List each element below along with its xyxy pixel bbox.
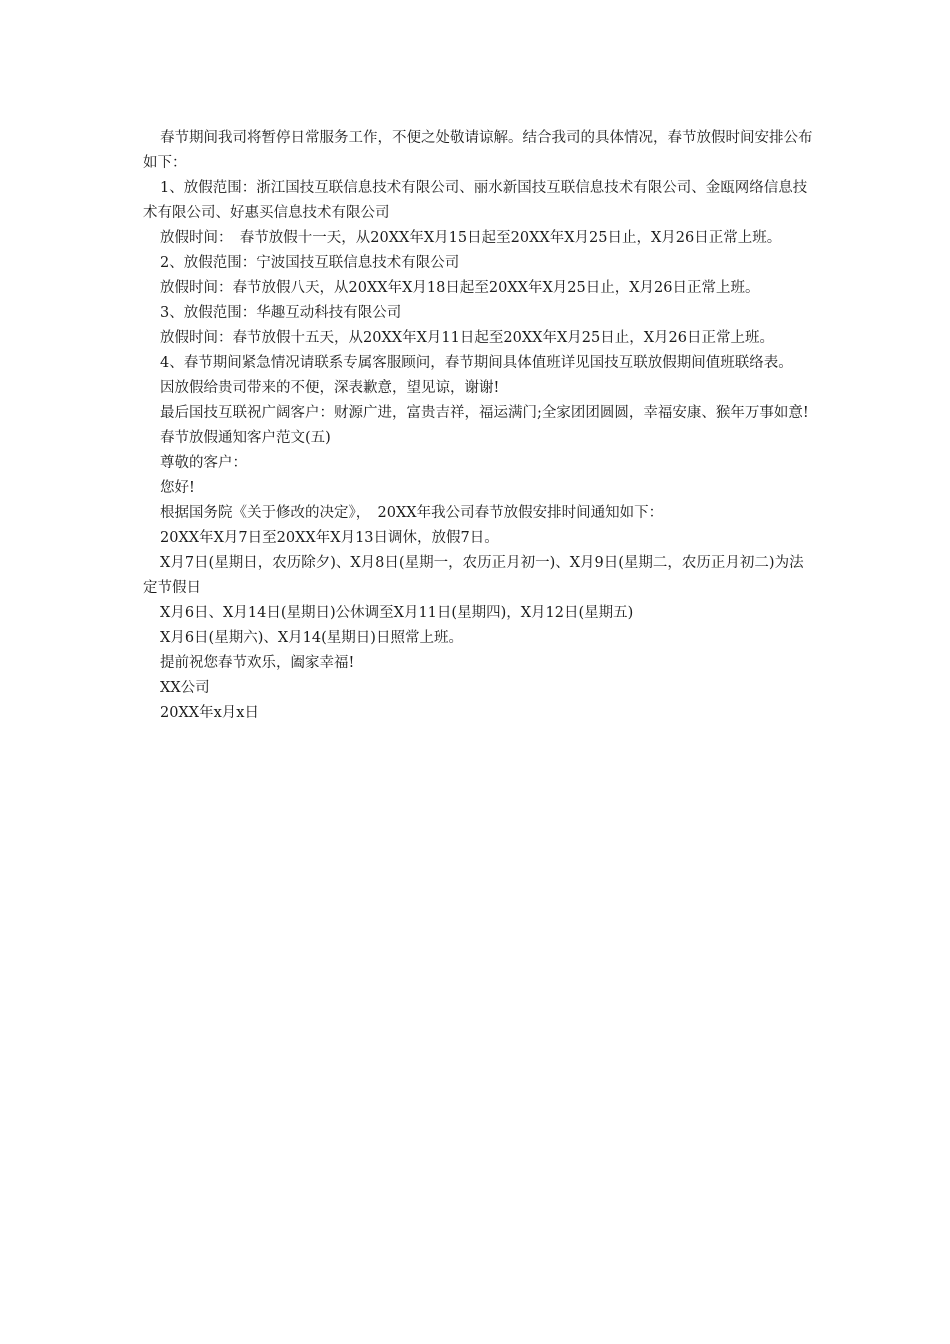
paragraph-workdays: X月6日(星期六)、X月14(星期日)日照常上班。 — [160, 630, 463, 646]
paragraph-scope-3: 3、放假范围：华趣互动科技有限公司 — [160, 305, 402, 321]
paragraph-emergency: 4、春节期间紧急情况请联系专属客服顾问，春节期间具体值班详见国技互联放假期间值班联络表。 — [160, 355, 793, 371]
paragraph-legal-holidays: X月7日(星期日，农历除夕)、X月8日(星期一，农历正月初一)、X月9日(星期二，农历正月初二)为法定节假日 — [143, 555, 804, 596]
paragraph-scope-1: 1、放假范围：浙江国技互联信息技术有限公司、丽水新国技互联信息技术有限公司、金瓯网络信息技术有限公司、好惠买信息技术有限公司 — [143, 180, 808, 221]
paragraph-wishes: 最后国技互联祝广阔客户：财源广进，富贵吉祥，福运满门;全家团团圆圆，幸福安康、猴年万事如意! — [160, 405, 809, 421]
section-title: 春节放假通知客户范文(五) — [160, 430, 331, 446]
paragraph-scope-2: 2、放假范围：宁波国技互联信息技术有限公司 — [160, 255, 460, 271]
paragraph-holiday-range: 20XX年X月7日至20XX年X月13日调休，放假7日。 — [160, 530, 499, 546]
paragraph-apology: 因放假给贵司带来的不便，深表歉意，望见谅，谢谢! — [160, 380, 500, 396]
paragraph-time-1: 放假时间： 春节放假十一天，从20XX年X月15日起至20XX年X月25日止，X月26日正常上班。 — [160, 230, 782, 246]
document-body — [143, 126, 815, 726]
signature-company: XX公司 — [160, 680, 210, 696]
paragraph-intro: 春节期间我司将暂停日常服务工作，不便之处敬请谅解。结合我司的具体情况，春节放假时间安排公布如下： — [143, 130, 813, 171]
paragraph-time-2: 放假时间：春节放假八天，从20XX年X月18日起至20XX年X月25日止，X月26日正常上班。 — [160, 280, 760, 296]
paragraph-rest-swap: X月6日、X月14日(星期日)公休调至X月11日(星期四)，X月12日(星期五) — [160, 605, 634, 621]
signature-date: 20XX年x月x日 — [160, 705, 259, 721]
paragraph-notice: 根据国务院《关于修改的决定》， 20XX年我公司春节放假安排时间通知如下： — [160, 505, 664, 521]
paragraph-closing-wish: 提前祝您春节欢乐，阖家幸福! — [160, 655, 355, 671]
paragraph-time-3: 放假时间：春节放假十五天，从20XX年X月11日起至20XX年X月25日止，X月26日正常上班。 — [160, 330, 775, 346]
salutation: 尊敬的客户： — [160, 455, 247, 471]
greeting: 您好! — [160, 480, 195, 496]
